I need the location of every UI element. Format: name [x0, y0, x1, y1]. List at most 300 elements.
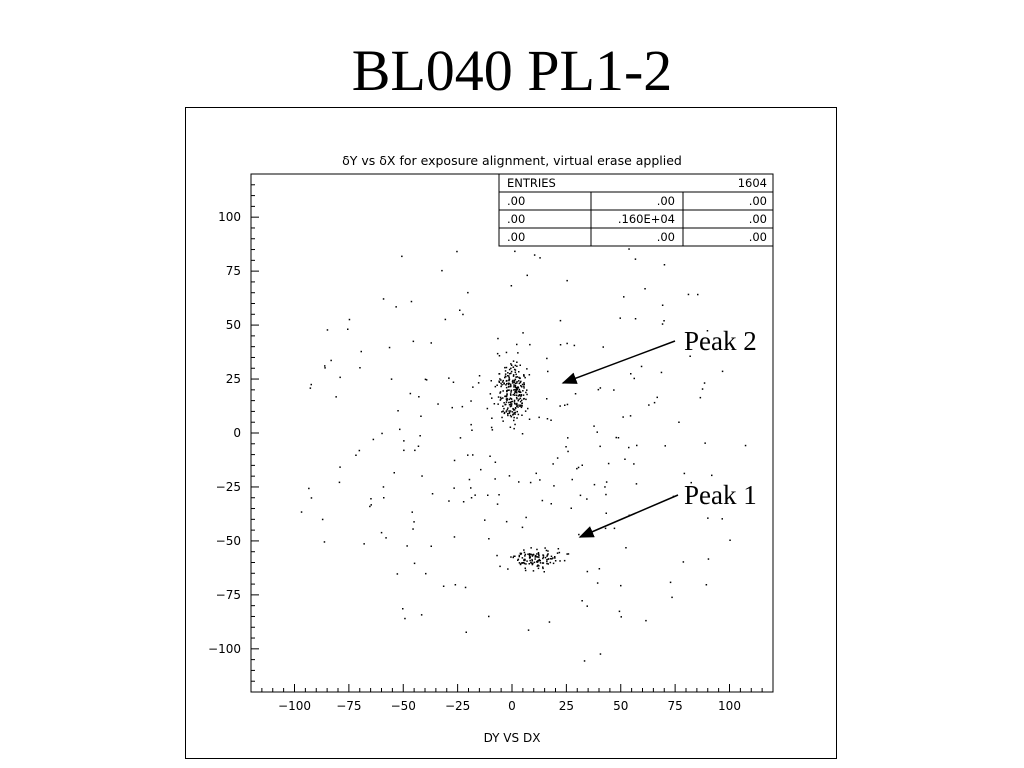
data-point [511, 398, 513, 400]
data-point [552, 557, 554, 559]
data-point [566, 343, 568, 345]
data-point [567, 404, 569, 406]
data-point [491, 427, 493, 429]
data-point [523, 549, 525, 551]
data-point [470, 424, 472, 426]
data-point [506, 352, 508, 354]
data-point [508, 377, 510, 379]
data-point [413, 341, 415, 343]
data-point [704, 382, 706, 384]
data-point [521, 403, 523, 405]
data-point [419, 435, 421, 437]
stats-cell: .00 [656, 230, 675, 244]
y-tick-label: −25 [215, 479, 241, 494]
data-point [605, 528, 607, 530]
data-point [614, 528, 616, 530]
data-point [502, 390, 504, 392]
data-point [530, 482, 532, 484]
data-point [578, 534, 580, 536]
data-point [511, 403, 513, 405]
data-point [644, 288, 646, 290]
data-point [605, 494, 607, 496]
data-point [460, 437, 462, 439]
data-point [629, 515, 631, 517]
data-point [363, 543, 365, 545]
data-point [513, 409, 515, 411]
data-point [623, 296, 625, 298]
data-point [516, 362, 518, 364]
data-point [622, 416, 624, 418]
data-point [522, 390, 524, 392]
data-point [448, 377, 450, 379]
data-point [516, 403, 518, 405]
data-point [536, 549, 538, 551]
data-point [506, 387, 508, 389]
data-point [500, 397, 502, 399]
data-point [521, 405, 523, 407]
data-point [537, 556, 539, 558]
data-point [501, 417, 503, 419]
data-point [545, 557, 547, 559]
data-point [684, 473, 686, 475]
data-point [533, 570, 535, 572]
data-point [551, 556, 553, 558]
data-point [515, 376, 517, 378]
data-point [501, 384, 503, 386]
data-point [511, 365, 513, 367]
data-point [504, 367, 506, 369]
data-point [559, 405, 561, 407]
data-point [540, 560, 542, 562]
data-point [551, 503, 553, 505]
data-point [550, 420, 552, 422]
data-point [547, 553, 549, 555]
data-point [546, 550, 548, 552]
data-point [448, 500, 450, 502]
data-point [529, 374, 531, 376]
data-point [494, 478, 496, 480]
data-point [526, 560, 528, 562]
y-tick-label: 0 [233, 426, 241, 440]
data-point [391, 378, 393, 380]
data-point [584, 660, 586, 662]
data-point [526, 389, 528, 391]
data-point [603, 346, 605, 348]
data-point [525, 392, 527, 394]
data-point [513, 389, 515, 391]
data-point [445, 319, 447, 321]
data-point [544, 547, 546, 549]
data-point [420, 416, 422, 418]
data-point [496, 555, 498, 557]
data-point [707, 517, 709, 519]
data-point [500, 383, 502, 385]
scatter-plot [186, 108, 836, 758]
data-point [505, 373, 507, 375]
data-point [525, 563, 527, 565]
data-point [418, 446, 420, 448]
data-point [507, 415, 509, 417]
x-tick-label: −50 [390, 699, 416, 713]
data-point [542, 558, 544, 560]
data-point [513, 557, 515, 559]
data-point [560, 320, 562, 322]
data-point [513, 417, 515, 419]
data-point [510, 556, 512, 558]
data-point [529, 344, 531, 346]
data-point [491, 397, 493, 399]
data-point [697, 294, 699, 296]
data-point [673, 496, 675, 498]
data-point [517, 404, 519, 406]
data-point [507, 413, 509, 415]
data-point [523, 382, 525, 384]
data-point [524, 384, 526, 386]
data-point [518, 387, 520, 389]
data-point [635, 318, 637, 320]
data-point [421, 475, 423, 477]
data-point [513, 413, 515, 415]
data-point [513, 384, 515, 386]
stats-cell: .00 [748, 230, 767, 244]
data-point [514, 400, 516, 402]
data-point [432, 493, 434, 495]
data-point [519, 394, 521, 396]
data-point [454, 536, 456, 538]
data-point [496, 385, 498, 387]
data-point [516, 382, 518, 384]
data-point [324, 541, 326, 543]
data-point [546, 559, 548, 561]
data-point [491, 418, 493, 420]
data-point [515, 412, 517, 414]
data-point [555, 560, 557, 562]
data-point [518, 371, 520, 373]
data-point [525, 570, 527, 572]
data-point [508, 383, 510, 385]
data-point [538, 568, 540, 570]
data-point [663, 320, 665, 322]
data-point [497, 353, 499, 355]
data-point [487, 408, 489, 410]
y-tick-label: −50 [215, 533, 241, 548]
data-point [505, 376, 507, 378]
data-point [565, 446, 567, 448]
data-point [547, 418, 549, 420]
data-point [634, 378, 636, 380]
data-point [521, 562, 523, 564]
data-point [489, 456, 491, 458]
data-point [402, 608, 404, 610]
data-point [418, 396, 420, 398]
data-point [467, 292, 469, 294]
data-point [624, 459, 626, 461]
data-point [550, 558, 552, 560]
x-tick-label: 75 [667, 699, 683, 713]
data-point [510, 410, 512, 412]
data-point [397, 410, 399, 412]
data-point [538, 417, 540, 419]
data-point [516, 381, 518, 383]
data-point [514, 381, 516, 383]
data-point [574, 345, 576, 347]
data-point [519, 389, 521, 391]
x-tick-label: −100 [278, 699, 311, 713]
data-point [515, 374, 517, 376]
data-point [522, 332, 524, 334]
data-point [310, 387, 312, 389]
data-point [514, 413, 516, 415]
data-point [467, 454, 469, 456]
data-point [471, 497, 473, 499]
data-point [594, 484, 596, 486]
data-point [664, 264, 666, 266]
data-point [515, 365, 517, 367]
data-point [452, 407, 454, 409]
data-point [578, 467, 580, 469]
data-point [411, 301, 413, 303]
data-point [613, 389, 615, 391]
data-point [478, 382, 480, 384]
data-point [702, 388, 704, 390]
data-point [521, 407, 523, 409]
data-point [361, 351, 363, 353]
data-point [494, 403, 496, 405]
data-point [543, 562, 545, 564]
data-point [526, 394, 528, 396]
data-point [633, 463, 635, 465]
data-point [531, 562, 533, 564]
data-point [525, 517, 527, 519]
data-point [552, 463, 554, 465]
data-point [359, 367, 361, 369]
data-point [503, 402, 505, 404]
data-point [557, 457, 559, 459]
data-point [522, 527, 524, 529]
data-point [399, 429, 401, 431]
data-point [466, 632, 468, 634]
data-point [521, 400, 523, 402]
data-point [532, 560, 534, 562]
data-point [410, 393, 412, 395]
data-point [301, 511, 303, 513]
data-point [414, 450, 416, 452]
x-tick-label: 25 [558, 699, 575, 713]
data-point [495, 386, 497, 388]
data-point [525, 410, 527, 412]
y-tick-label: −100 [208, 641, 241, 656]
data-point [516, 395, 518, 397]
data-point [513, 394, 515, 396]
data-point [401, 256, 403, 258]
stats-cell: .00 [507, 194, 526, 208]
data-point [327, 329, 329, 331]
data-point [620, 317, 622, 319]
data-point [412, 511, 414, 513]
data-point [515, 385, 517, 387]
data-point [516, 417, 518, 419]
data-point [508, 375, 510, 377]
stats-cell: .00 [748, 194, 767, 208]
data-point [469, 479, 471, 481]
data-point [670, 582, 672, 584]
data-point [507, 409, 509, 411]
data-point [550, 562, 552, 564]
data-point [512, 411, 513, 413]
data-point [706, 584, 708, 586]
data-point [621, 616, 623, 618]
stats-entries-label: ENTRIES [507, 176, 556, 190]
data-point [369, 506, 371, 508]
data-point [516, 392, 518, 394]
data-point [383, 497, 385, 499]
data-point [311, 497, 313, 499]
data-point [426, 379, 428, 381]
data-point [339, 466, 341, 468]
data-point [509, 399, 511, 401]
data-point [522, 557, 524, 559]
data-point [558, 548, 560, 550]
data-point [465, 587, 467, 589]
data-point [513, 420, 515, 422]
data-point [504, 412, 506, 414]
data-point [546, 563, 548, 565]
data-point [421, 614, 423, 616]
data-point [371, 504, 373, 506]
data-point [510, 363, 512, 365]
data-point [745, 445, 747, 447]
data-point [729, 540, 731, 542]
data-point [510, 393, 512, 395]
data-point [566, 280, 568, 282]
data-point [534, 558, 536, 560]
data-point [518, 377, 520, 379]
data-point [567, 437, 569, 439]
peak-1-label: Peak 1 [684, 480, 757, 510]
data-point [598, 389, 600, 391]
data-point [406, 545, 408, 547]
data-point [441, 270, 443, 272]
data-point [671, 597, 673, 599]
data-point [630, 415, 632, 417]
data-point [519, 556, 521, 558]
data-point [510, 402, 512, 404]
data-point [497, 403, 499, 405]
data-point [581, 600, 583, 602]
data-point [437, 403, 439, 405]
data-point [339, 482, 341, 484]
data-point [628, 447, 630, 449]
data-point [586, 498, 588, 500]
data-point [311, 384, 313, 386]
data-point [722, 371, 724, 373]
data-point [508, 410, 510, 412]
data-point [491, 380, 493, 382]
data-point [548, 558, 550, 560]
data-point [495, 462, 497, 464]
data-point [567, 451, 569, 453]
data-point [526, 368, 528, 370]
data-point [654, 402, 656, 404]
data-point [349, 319, 351, 321]
data-point [587, 605, 589, 607]
data-point [636, 445, 638, 447]
data-point [518, 481, 520, 483]
data-point [571, 508, 573, 510]
data-point [499, 378, 501, 380]
data-point [527, 408, 529, 410]
x-tick-label: 100 [718, 699, 741, 713]
data-point [359, 450, 361, 452]
data-point [512, 381, 514, 383]
data-point [490, 393, 492, 395]
data-point [506, 383, 508, 385]
data-point [597, 431, 599, 433]
data-point [502, 410, 504, 412]
data-point [553, 485, 555, 487]
plot-area [251, 174, 773, 692]
data-point [508, 402, 510, 404]
data-point [600, 387, 602, 389]
data-point [514, 403, 516, 405]
data-point [488, 538, 490, 540]
x-axis-label: DY VS DX [483, 731, 541, 745]
data-point [539, 479, 541, 481]
data-point [513, 386, 515, 388]
data-point [453, 487, 455, 489]
data-point [528, 629, 530, 631]
data-point [619, 611, 621, 613]
data-point [397, 573, 399, 575]
data-point [661, 372, 663, 374]
data-point [507, 568, 509, 570]
data-point [470, 487, 472, 489]
data-point [459, 310, 461, 312]
data-point [525, 554, 527, 556]
data-point [443, 586, 445, 588]
data-point [559, 560, 561, 562]
data-point [516, 344, 518, 346]
data-point [662, 323, 664, 325]
data-point [513, 375, 515, 377]
data-point [549, 621, 551, 623]
data-point [506, 380, 508, 382]
data-point [559, 552, 561, 554]
data-point [514, 251, 516, 253]
data-point [412, 528, 414, 530]
data-point [513, 428, 515, 430]
data-point [456, 251, 458, 253]
data-point [505, 404, 507, 406]
data-point [527, 554, 529, 556]
data-point [431, 342, 433, 344]
data-point [514, 394, 516, 396]
data-point [455, 584, 457, 586]
x-tick-label: 50 [613, 699, 629, 713]
data-point [404, 618, 406, 620]
data-point [322, 519, 324, 521]
data-point [538, 552, 540, 554]
data-point [641, 366, 643, 368]
data-point [593, 425, 595, 427]
data-point [657, 397, 659, 399]
data-point [497, 503, 499, 505]
data-point [524, 555, 526, 557]
data-point [519, 406, 521, 408]
data-point [625, 547, 627, 549]
data-point [519, 383, 521, 385]
data-point [520, 365, 522, 367]
